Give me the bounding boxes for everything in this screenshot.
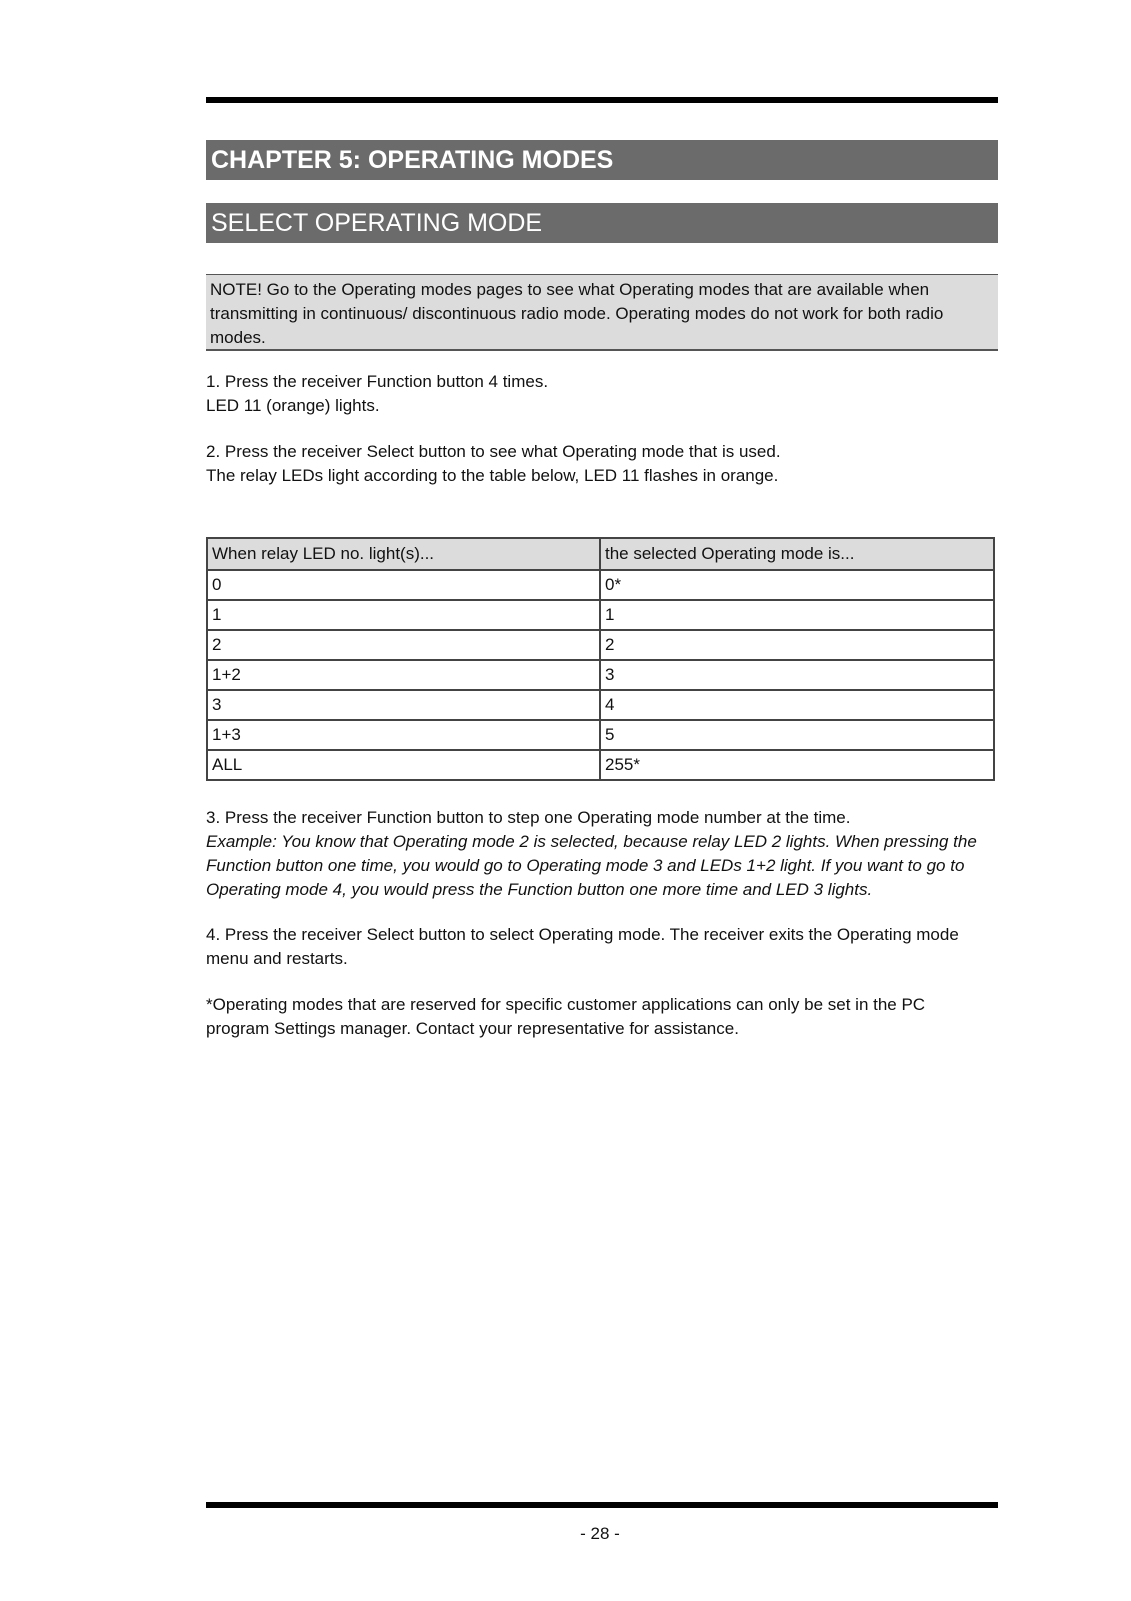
table-cell-mode: 3	[600, 660, 994, 690]
step-3-example-line: Example: You know that Operating mode 2 is selected, because relay LED 2 lights. When pressing the	[206, 832, 977, 851]
table-cell-led: 1+2	[207, 660, 600, 690]
table-cell-mode: 2	[600, 630, 994, 660]
step-3	[206, 806, 998, 902]
table-header-led: When relay LED no. light(s)...	[207, 538, 600, 570]
table-cell-led: 2	[207, 630, 600, 660]
footnote-line: *Operating modes that are reserved for specific customer applications can only be set in the PC	[206, 995, 926, 1014]
page-number: - 28 -	[580, 1524, 620, 1543]
step-3-example-line: Function button one time, you would go to Operating mode 3 and LEDs 1+2 light. If you want to go to	[206, 856, 965, 875]
table-cell-led: 3	[207, 690, 600, 720]
chapter-title: CHAPTER 5: OPERATING MODES	[206, 140, 998, 180]
led-mode-table	[206, 537, 995, 781]
table-cell-mode: 5	[600, 720, 994, 750]
step-1	[206, 370, 998, 418]
step-2	[206, 440, 998, 488]
note-box	[206, 274, 998, 351]
step-4-line: 4. Press the receiver Select button to select Operating mode. The receiver exits the Operating mode	[206, 925, 959, 944]
table-row	[207, 600, 994, 630]
step-1-line: 1. Press the receiver Function button 4 times.	[206, 372, 549, 391]
step-4	[206, 923, 998, 971]
table-row	[207, 690, 994, 720]
table-cell-led: 0	[207, 570, 600, 600]
top-rule	[206, 97, 998, 103]
step-2-line: The relay LEDs light according to the table below, LED 11 flashes in orange.	[206, 466, 779, 485]
table-header-mode: the selected Operating mode is...	[600, 538, 994, 570]
section-title: SELECT OPERATING MODE	[206, 203, 998, 243]
table-cell-led: ALL	[207, 750, 600, 780]
table-cell-mode: 0*	[600, 570, 994, 600]
table-row	[207, 720, 994, 750]
step-2-line: 2. Press the receiver Select button to see what Operating mode that is used.	[206, 442, 781, 461]
footnote	[206, 993, 998, 1041]
step-3-line: 3. Press the receiver Function button to step one Operating mode number at the time.	[206, 808, 851, 827]
table-row	[207, 570, 994, 600]
step-3-example-line: Operating mode 4, you would press the Function button one more time and LED 3 lights.	[206, 880, 873, 899]
footnote-line: program Settings manager. Contact your representative for assistance.	[206, 1019, 739, 1038]
note-line: NOTE! Go to the Operating modes pages to see what Operating modes that are available when	[210, 280, 930, 299]
note-line: modes.	[210, 328, 266, 347]
step-4-line: menu and restarts.	[206, 949, 348, 968]
step-1-line: LED 11 (orange) lights.	[206, 396, 380, 415]
note-line: transmitting in continuous/ discontinuous radio mode. Operating modes do not work for both radio	[210, 304, 944, 323]
table-cell-led: 1	[207, 600, 600, 630]
table-cell-mode: 4	[600, 690, 994, 720]
table-cell-mode: 255*	[605, 755, 640, 774]
table-cell-mode: 1	[600, 600, 994, 630]
table-row	[207, 750, 994, 780]
table-row	[207, 630, 994, 660]
table-cell-led: 1+3	[207, 720, 600, 750]
bottom-rule	[206, 1502, 998, 1508]
table-row	[207, 660, 994, 690]
table-header-row	[207, 538, 994, 570]
